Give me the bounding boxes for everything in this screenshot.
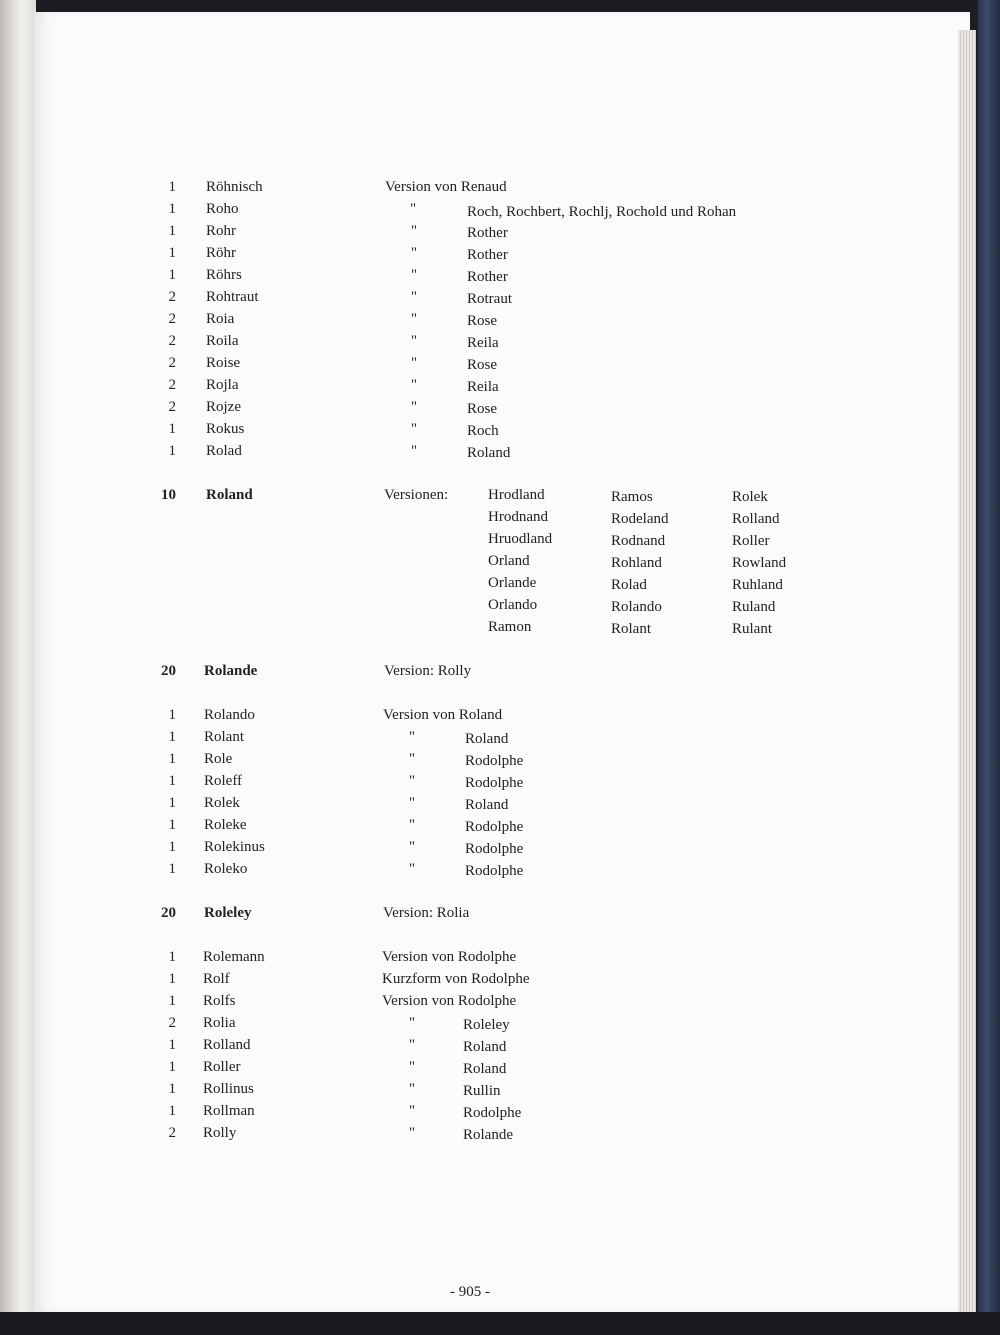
version-name: Rolek [732, 489, 768, 505]
entry-name: Rolad [206, 443, 242, 459]
entry-name: Rollinus [203, 1081, 254, 1097]
entry-count: 1 [168, 223, 176, 239]
entry-name: Rolekinus [204, 839, 265, 855]
entry-name: Rolek [204, 795, 240, 811]
entry-name: Rolf [203, 971, 230, 987]
version-name: Orlando [488, 597, 538, 613]
ditto-mark: " [410, 289, 418, 305]
version-name: Hrodnand [488, 509, 548, 525]
entry-name: Röhr [206, 245, 236, 261]
entry-name: Rohtraut [206, 289, 259, 305]
entry-name: Roleko [204, 861, 248, 877]
entry-description: Kurzform von Rodolphe [382, 971, 530, 987]
entry-name: Rojla [206, 377, 239, 393]
entry-count: 1 [168, 1103, 176, 1119]
entry-count: 1 [168, 1059, 176, 1075]
ditto-mark: " [410, 311, 418, 327]
entry-count: 1 [168, 179, 176, 195]
ditto-mark: " [408, 1125, 416, 1141]
entry-count: 1 [168, 267, 176, 283]
ditto-mark: " [408, 1037, 416, 1053]
version-name: Rodeland [611, 511, 669, 527]
entry-reference: Roch [467, 423, 499, 439]
entry-count: 2 [168, 311, 176, 327]
entry-name: Roila [206, 333, 239, 349]
entry-count: 2 [168, 333, 176, 349]
ditto-mark: " [410, 355, 418, 371]
entry-reference: Rodolphe [463, 1105, 522, 1121]
ditto-mark: " [409, 201, 417, 217]
entry-count: 2 [168, 289, 176, 305]
entry-reference: Reila [467, 335, 499, 351]
entry-count: 20 [161, 663, 176, 679]
entry-name: Rolant [204, 729, 244, 745]
entry-reference: Rother [467, 269, 508, 285]
entry-name: Rolfs [203, 993, 236, 1009]
entry-count: 2 [168, 399, 176, 415]
entry-count: 1 [168, 949, 176, 965]
entry-description: Version von Roland [383, 707, 503, 723]
entry-count: 2 [168, 377, 176, 393]
entry-reference: Roland [463, 1039, 507, 1055]
entry-count: 2 [168, 355, 176, 371]
entry-count: 2 [168, 1125, 176, 1141]
entry-name: Röhrs [206, 267, 242, 283]
page-stack-edge [958, 30, 976, 1320]
entry-count: 1 [168, 971, 176, 987]
entry-description: Version von Rodolphe [382, 949, 517, 965]
entry-name: Rolando [204, 707, 255, 723]
ditto-mark: " [410, 245, 418, 261]
entry-name: Rojze [206, 399, 241, 415]
entry-reference: Reila [467, 379, 499, 395]
ditto-mark: " [408, 861, 416, 877]
left-page-edge [0, 0, 36, 1335]
version-name: Orlande [488, 575, 537, 591]
entry-count: 1 [168, 1081, 176, 1097]
entry-name: Roia [206, 311, 235, 327]
entry-reference: Rose [467, 313, 497, 329]
version-name: Ruland [732, 599, 776, 615]
version-name: Ruhland [732, 577, 783, 593]
version-name: Rowland [732, 555, 787, 571]
version-name: Rolad [611, 577, 647, 593]
entry-reference: Roland [467, 445, 511, 461]
version-name: Roller [732, 533, 770, 549]
page-number: - 905 - [450, 1284, 490, 1300]
version-name: Hruodland [488, 531, 553, 547]
ditto-mark: " [408, 1015, 416, 1031]
ditto-mark: " [410, 223, 418, 239]
ditto-mark: " [408, 839, 416, 855]
entry-count: 20 [161, 905, 176, 921]
entry-count: 1 [168, 245, 176, 261]
entry-reference: Rose [467, 357, 497, 373]
entry-reference: Rodolphe [465, 819, 524, 835]
entry-name: Roise [206, 355, 241, 371]
ditto-mark: " [408, 1081, 416, 1097]
entry-count: 1 [168, 751, 176, 767]
entry-name: Rokus [206, 421, 245, 437]
entry-name: Rohr [206, 223, 236, 239]
entry-name: Roleley [204, 905, 252, 921]
entry-count: 10 [161, 487, 176, 503]
entry-count: 1 [168, 729, 176, 745]
entry-reference: Rose [467, 401, 497, 417]
ditto-mark: " [408, 795, 416, 811]
version-name: Rulant [732, 621, 772, 637]
entry-name: Rolemann [203, 949, 265, 965]
entry-reference: Rodolphe [465, 753, 524, 769]
entry-reference: Rotraut [467, 291, 512, 307]
version-name: Rolland [732, 511, 780, 527]
ditto-mark: " [408, 817, 416, 833]
entry-count: 1 [168, 201, 176, 217]
entry-reference: Rodolphe [465, 863, 524, 879]
entry-name: Rolland [203, 1037, 251, 1053]
version-name: Rohland [611, 555, 662, 571]
version-name: Rodnand [611, 533, 666, 549]
entry-description: Version: Rolia [383, 905, 470, 921]
entry-reference: Rodolphe [465, 841, 524, 857]
entry-name: Rolia [203, 1015, 236, 1031]
ditto-mark: " [408, 1059, 416, 1075]
entry-reference: Rolande [463, 1127, 513, 1143]
entry-count: 1 [168, 993, 176, 1009]
ditto-mark: " [410, 443, 418, 459]
entry-name: Röhnisch [206, 179, 263, 195]
entry-reference: Roland [463, 1061, 507, 1077]
entry-reference: Roch, Rochbert, Rochlj, Rochold und Rohan [467, 204, 737, 220]
entry-name: Roland [206, 487, 253, 503]
entry-name: Roho [206, 201, 239, 217]
ditto-mark: " [408, 729, 416, 745]
entry-count: 1 [168, 443, 176, 459]
entry-description: Version von Rodolphe [382, 993, 517, 1009]
ditto-mark: " [410, 421, 418, 437]
entry-count: 1 [168, 861, 176, 877]
entry-reference: Rother [467, 225, 508, 241]
entry-name: Role [204, 751, 233, 767]
entry-name: Rolly [203, 1125, 237, 1141]
entry-description: Version: Rolly [384, 663, 472, 679]
version-name: Orland [488, 553, 530, 569]
ditto-mark: " [410, 377, 418, 393]
version-name: Ramon [488, 619, 532, 635]
entry-name: Roleff [204, 773, 243, 789]
ditto-mark: " [408, 751, 416, 767]
entry-count: 1 [168, 707, 176, 723]
entry-count: 1 [168, 421, 176, 437]
entry-description: Versionen: [384, 487, 449, 503]
ditto-mark: " [410, 267, 418, 283]
entry-reference: Roland [465, 797, 509, 813]
entry-name: Roller [203, 1059, 241, 1075]
entry-reference: Roleley [463, 1017, 510, 1033]
version-name: Ramos [611, 489, 653, 505]
entry-count: 1 [168, 839, 176, 855]
entry-count: 1 [168, 773, 176, 789]
entry-reference: Rother [467, 247, 508, 263]
entry-description: Version von Renaud [385, 179, 507, 195]
entry-count: 1 [168, 795, 176, 811]
version-name: Hrodland [488, 487, 545, 503]
entry-count: 2 [168, 1015, 176, 1031]
entry-reference: Rodolphe [465, 775, 524, 791]
entry-reference: Roland [465, 731, 509, 747]
entry-name: Rollman [203, 1103, 255, 1119]
ditto-mark: " [410, 399, 418, 415]
entry-name: Roleke [204, 817, 247, 833]
entry-name: Rolande [204, 663, 258, 679]
book-cover-right [978, 0, 1000, 1335]
ditto-mark: " [410, 333, 418, 349]
book-cover-bottom [0, 1312, 1000, 1335]
entry-count: 1 [168, 817, 176, 833]
ditto-mark: " [408, 1103, 416, 1119]
entry-reference: Rullin [463, 1083, 501, 1099]
ditto-mark: " [408, 773, 416, 789]
entry-count: 1 [168, 1037, 176, 1053]
version-name: Rolant [611, 621, 651, 637]
version-name: Rolando [611, 599, 662, 615]
